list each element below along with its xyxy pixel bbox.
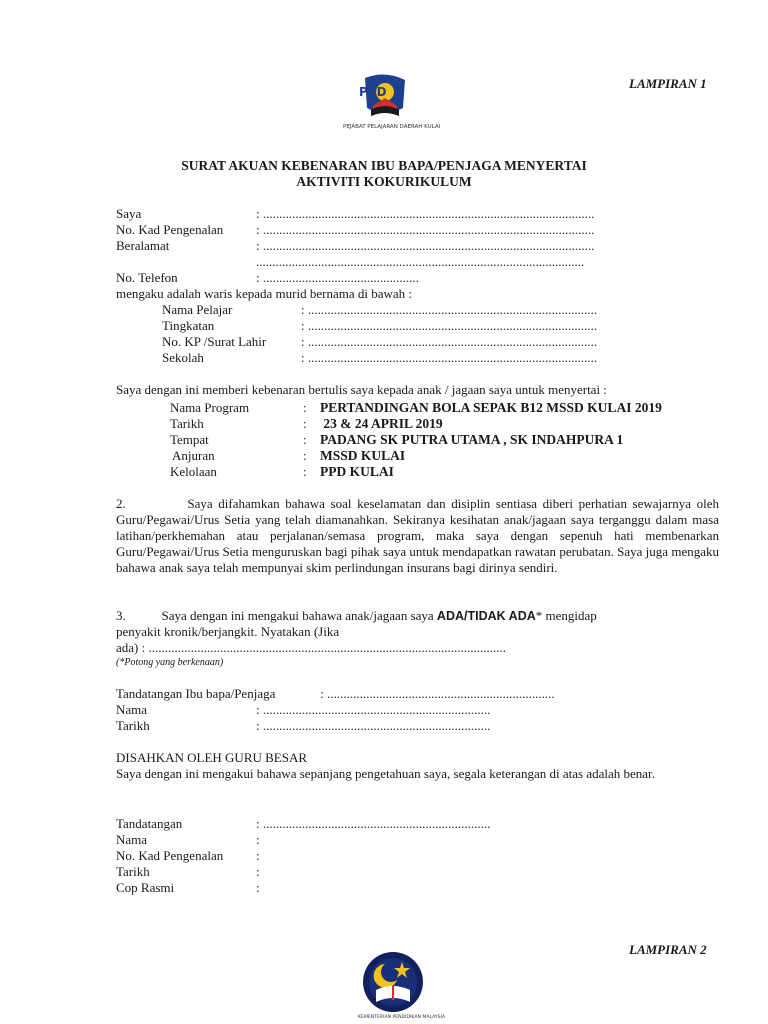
parent-phone-field[interactable]: : ................................................	[256, 270, 419, 285]
parent-address-field[interactable]: : ......................................................................................................	[256, 238, 595, 253]
form-title-line1: SURAT AKUAN KEBENARAN IBU BAPA/PENJAGA MENYERTAI	[181, 158, 587, 173]
hm-name-field[interactable]: :	[256, 832, 260, 847]
paragraph-3-text-c: * mengidap	[535, 608, 597, 623]
hm-signature-label: Tandatangan	[116, 816, 183, 831]
student-form-label: Tingkatan	[162, 318, 215, 333]
lampiran-2-label: LAMPIRAN 2	[629, 942, 707, 957]
hm-signature-field[interactable]: : ......................................................................	[256, 816, 491, 831]
program-managed-value: PPD KULAI	[320, 464, 394, 479]
hm-name-label: Nama	[116, 832, 148, 847]
hm-ic-label: No. Kad Pengenalan	[116, 848, 224, 863]
program-managed-colon: :	[303, 464, 307, 479]
student-school-field[interactable]: : .........................................................................................	[301, 350, 598, 365]
hm-ic-field[interactable]: :	[256, 848, 260, 863]
parent-address-field-2[interactable]: .....................................................................................................	[256, 254, 585, 269]
parent-signature-date-label: Tarikh	[116, 718, 150, 733]
parent-ic-label: No. Kad Pengenalan	[116, 222, 224, 237]
parent-signature-name-label: Nama	[116, 702, 148, 717]
parent-address-label: Beralamat	[116, 238, 170, 253]
program-organizer-value: MSSD KULAI	[320, 448, 406, 463]
parent-signature-date-field[interactable]: : ......................................................................	[256, 718, 491, 733]
program-venue-label: Tempat	[170, 432, 209, 447]
parent-signature-field[interactable]: : ......................................................................	[317, 686, 555, 701]
lampiran-1-label: LAMPIRAN 1	[629, 76, 707, 91]
kpm-caption: KEMENTERIAN PENDIDIKAN MALAYSIA	[358, 1015, 446, 1020]
logo-caption: PEJABAT PELAJARAN DAERAH KULAI	[343, 124, 441, 130]
program-venue-value: PADANG SK PUTRA UTAMA , SK INDAHPURA 1	[320, 432, 624, 447]
ada-tidak-ada-option: ADA/TIDAK ADA	[436, 609, 536, 623]
parent-name-field[interactable]: : ......................................................................................................	[256, 206, 595, 221]
permission-intro: Saya dengan ini memberi kebenaran bertulis saya kepada anak / jagaan saya untuk menyertai :	[116, 382, 607, 397]
program-date-value: 23 & 24 APRIL 2019	[320, 416, 443, 431]
program-managed-label: Kelolaan	[170, 464, 217, 479]
parent-signature-label: Tandatangan Ibu bapa/Penjaga	[116, 686, 276, 701]
student-form-field[interactable]: : .........................................................................................	[301, 318, 598, 333]
program-date-label: Tarikh	[170, 416, 204, 431]
guardian-statement: mengaku adalah waris kepada murid bernama di bawah :	[116, 286, 412, 301]
parent-ic-field[interactable]: : ......................................................................................................	[256, 222, 595, 237]
student-ic-label: No. KP /Surat Lahir	[162, 334, 267, 349]
program-name-label: Nama Program	[170, 400, 250, 415]
hm-date-label: Tarikh	[116, 864, 150, 879]
hm-stamp-field[interactable]: :	[256, 880, 260, 895]
illness-field[interactable]: ada) : ..............................................................................................................	[116, 640, 506, 655]
paragraph-3-text-a: 3. Saya dengan ini mengakui bahawa anak/jagaan saya	[116, 608, 437, 623]
headmaster-statement: Saya dengan ini mengakui bahawa sepanjang pengetahuan saya, segala keterangan di atas adalah benar.	[116, 766, 655, 781]
parent-signature-name-field[interactable]: : ......................................................................	[256, 702, 491, 717]
paragraph-3-line2: penyakit kronik/berjangkit. Nyatakan (Jika	[116, 624, 340, 639]
student-ic-field[interactable]: : .........................................................................................	[301, 334, 598, 349]
hm-stamp-label: Cop Rasmi	[116, 880, 175, 895]
student-name-label: Nama Pelajar	[162, 302, 233, 317]
program-organizer-colon: :	[303, 448, 307, 463]
parent-phone-label: No. Telefon	[116, 270, 178, 285]
kpm-logo	[352, 950, 446, 1020]
student-name-field[interactable]: : .........................................................................................	[301, 302, 598, 317]
headmaster-heading: DISAHKAN OLEH GURU BESAR	[116, 750, 308, 765]
hm-date-field[interactable]: :	[256, 864, 260, 879]
student-school-label: Sekolah	[162, 350, 204, 365]
paragraph-2: 2. Saya difahamkan bahawa soal keselamatan dan disiplin sentiasa diberi perhatian sewajarnya oleh Guru/Pegawai/Urus Setia yang telah diamanahkan. Sekiranya kesihatan anak/jagaan saya terganggu dalam masa latihan/perkhemahan atau perjalanan/semasa program, maka saya dengan sepenuh hati membenarkan Guru/Pegawai/Urus Setia menguruskan bagi pihak saya untuk mendapatkan rawatan perubatan. Saya juga mengaku bahawa anak saya telah mempunyai skim perlindungan insurans bagi dirinya sendiri.	[116, 496, 719, 575]
strike-note: (*Potong yang berkenaan)	[116, 657, 224, 668]
ppd-logo	[335, 72, 441, 134]
program-name-colon: :	[303, 400, 307, 415]
paragraph-3-line1	[116, 608, 597, 624]
logo-text: PPD	[359, 85, 387, 99]
parent-name-label: Saya	[116, 206, 142, 221]
program-organizer-label: Anjuran	[172, 448, 215, 463]
program-date-colon: :	[303, 416, 307, 431]
program-venue-colon: :	[303, 432, 307, 447]
form-title-line2: AKTIVITI KOKURIKULUM	[296, 174, 472, 189]
program-name-value: PERTANDINGAN BOLA SEPAK B12 MSSD KULAI 2019	[320, 400, 662, 415]
